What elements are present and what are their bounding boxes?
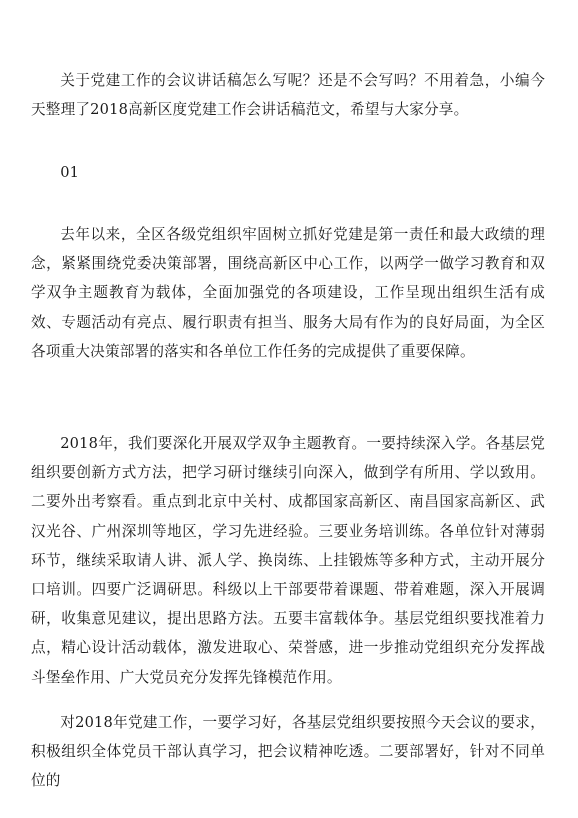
body-paragraph-2: 2018年，我们要深化开展双学双争主题教育。一要持续深入学。各基层党组织要创新方式方法，把学习研讨继续引向深入，做到学有所用、学以致用。二要外出考察看。重点到北京中关村、成都国家高新区、南昌国家高新区、武汉光谷、广州深圳等地区，学习先进经验。三要业务培训练。各单位针对薄弱环节，继续采取请人讲、派人学、换岗练、上挂锻炼等多种方式，主动开展分口培训。四要广泛调研思。科级以上干部要带着课题、带着难题，深入开展调研，收集意见建议，提出思路方法。五要丰富载体争。基层党组织要找准着力点，精心设计活动载体，激发进取心、荣誉感，进一步推动党组织充分发挥战斗堡垒作用、广大党员充分发挥先锋模范作用。: [31, 435, 545, 686]
body-paragraph-1: 去年以来，全区各级党组织牢固树立抓好党建是第一责任和最大政绩的理念，紧紧围绕党委决策部署，围绕高新区中心工作，以两学一做学习教育和双学双争主题教育为载体，全面加强党的各项建设，工作呈现出组织生活有成效、专题活动有亮点、履行职责有担当、服务大局有作为的良好局面，为全区各项重大决策部署的落实和各单位工作任务的完成提供了重要保障。: [31, 226, 545, 360]
section-number: 01: [60, 164, 80, 181]
body-paragraph-3: 对2018年党建工作，一要学习好，各基层党组织要按照今天会议的要求，积极组织全体党员干部认真学习，把会议精神吃透。二要部署好，针对不同单位的: [31, 714, 545, 790]
intro-paragraph: 关于党建工作的会议讲话稿怎么写呢？还是不会写吗？不用着急，小编今天整理了2018高新区度党建工作会讲话稿范文，希望与大家分享。: [31, 72, 545, 119]
